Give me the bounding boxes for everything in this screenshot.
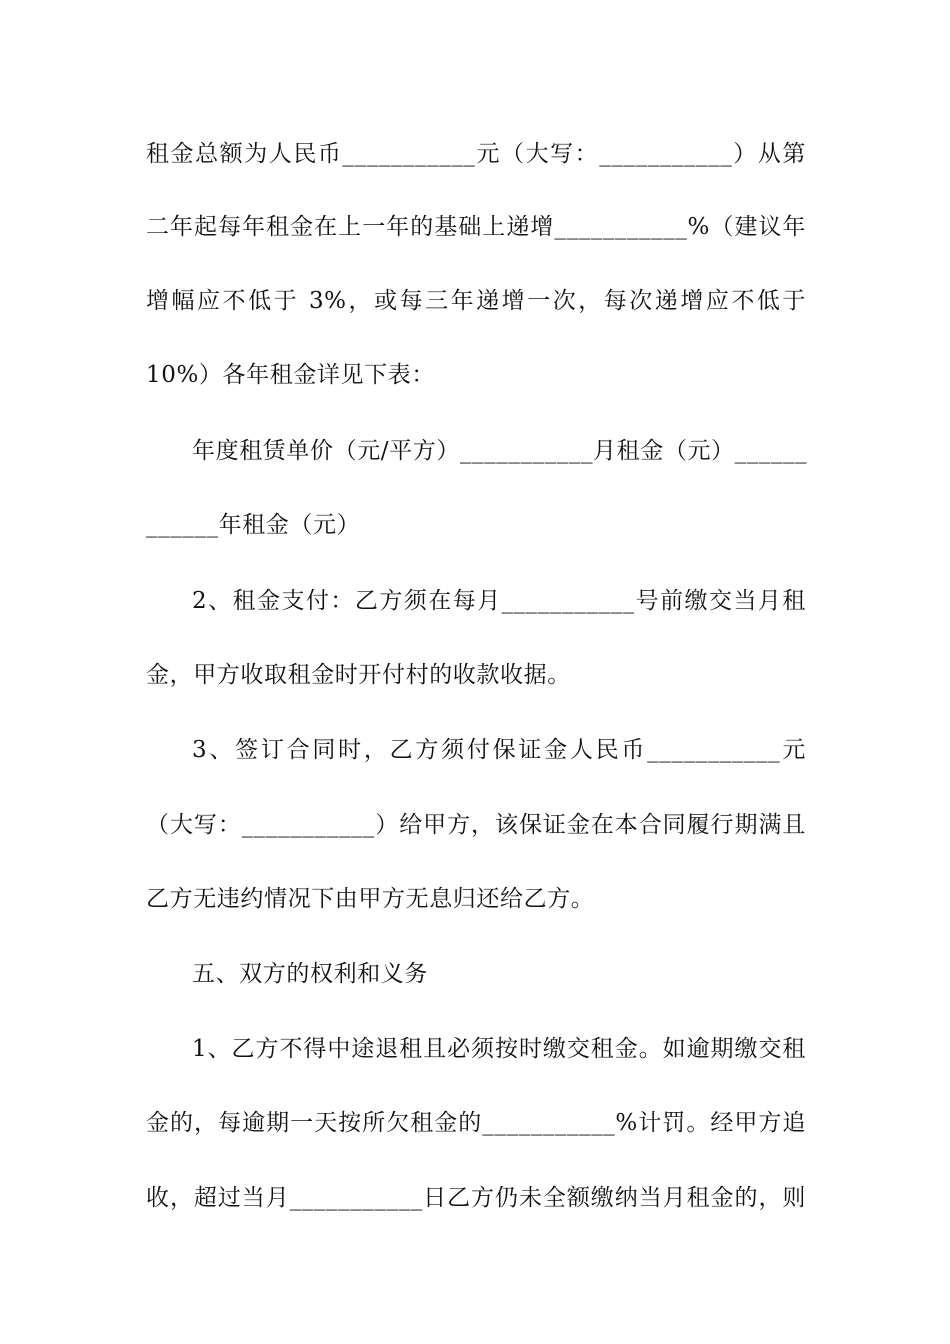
text-line: 金的，每逾期一天按所欠租金的___________%计罚。经甲方追 xyxy=(146,1110,806,1136)
text-line: 乙方无违约情况下由甲方无息归还给乙方。 xyxy=(146,886,595,912)
text-line: 增幅应不低于 3%，或每三年递增一次，每次递增应不低于 xyxy=(146,288,806,314)
text-line: 金，甲方收取租金时开付村的收款收据。 xyxy=(146,662,571,688)
text-line: 1、乙方不得中途退租且必须按时缴交租金。如逾期缴交租 xyxy=(192,1036,806,1062)
text-line: 2、租金支付：乙方须在每月___________号前缴交当月租 xyxy=(192,588,806,614)
text-line: 10%）各年租金详见下表： xyxy=(146,362,435,388)
text-line: 收，超过当月___________日乙方仍未全额缴纳当月租金的，则 xyxy=(146,1185,806,1211)
text-line: （大写：___________）给甲方，该保证金在本合同履行期满且 xyxy=(146,812,806,838)
text-line: ______年租金（元） xyxy=(146,512,361,538)
text-line: 租金总额为人民币___________元（大写：___________）从第 xyxy=(146,141,806,167)
text-line: 年度租赁单价（元/平方）___________月租金（元）______ xyxy=(192,438,808,464)
text-line: 3、签订合同时，乙方须付保证金人民币___________元 xyxy=(192,737,806,763)
text-line: 二年起每年租金在上一年的基础上递增___________%（建议年 xyxy=(146,214,806,240)
section-heading: 五、双方的权利和义务 xyxy=(192,961,428,987)
